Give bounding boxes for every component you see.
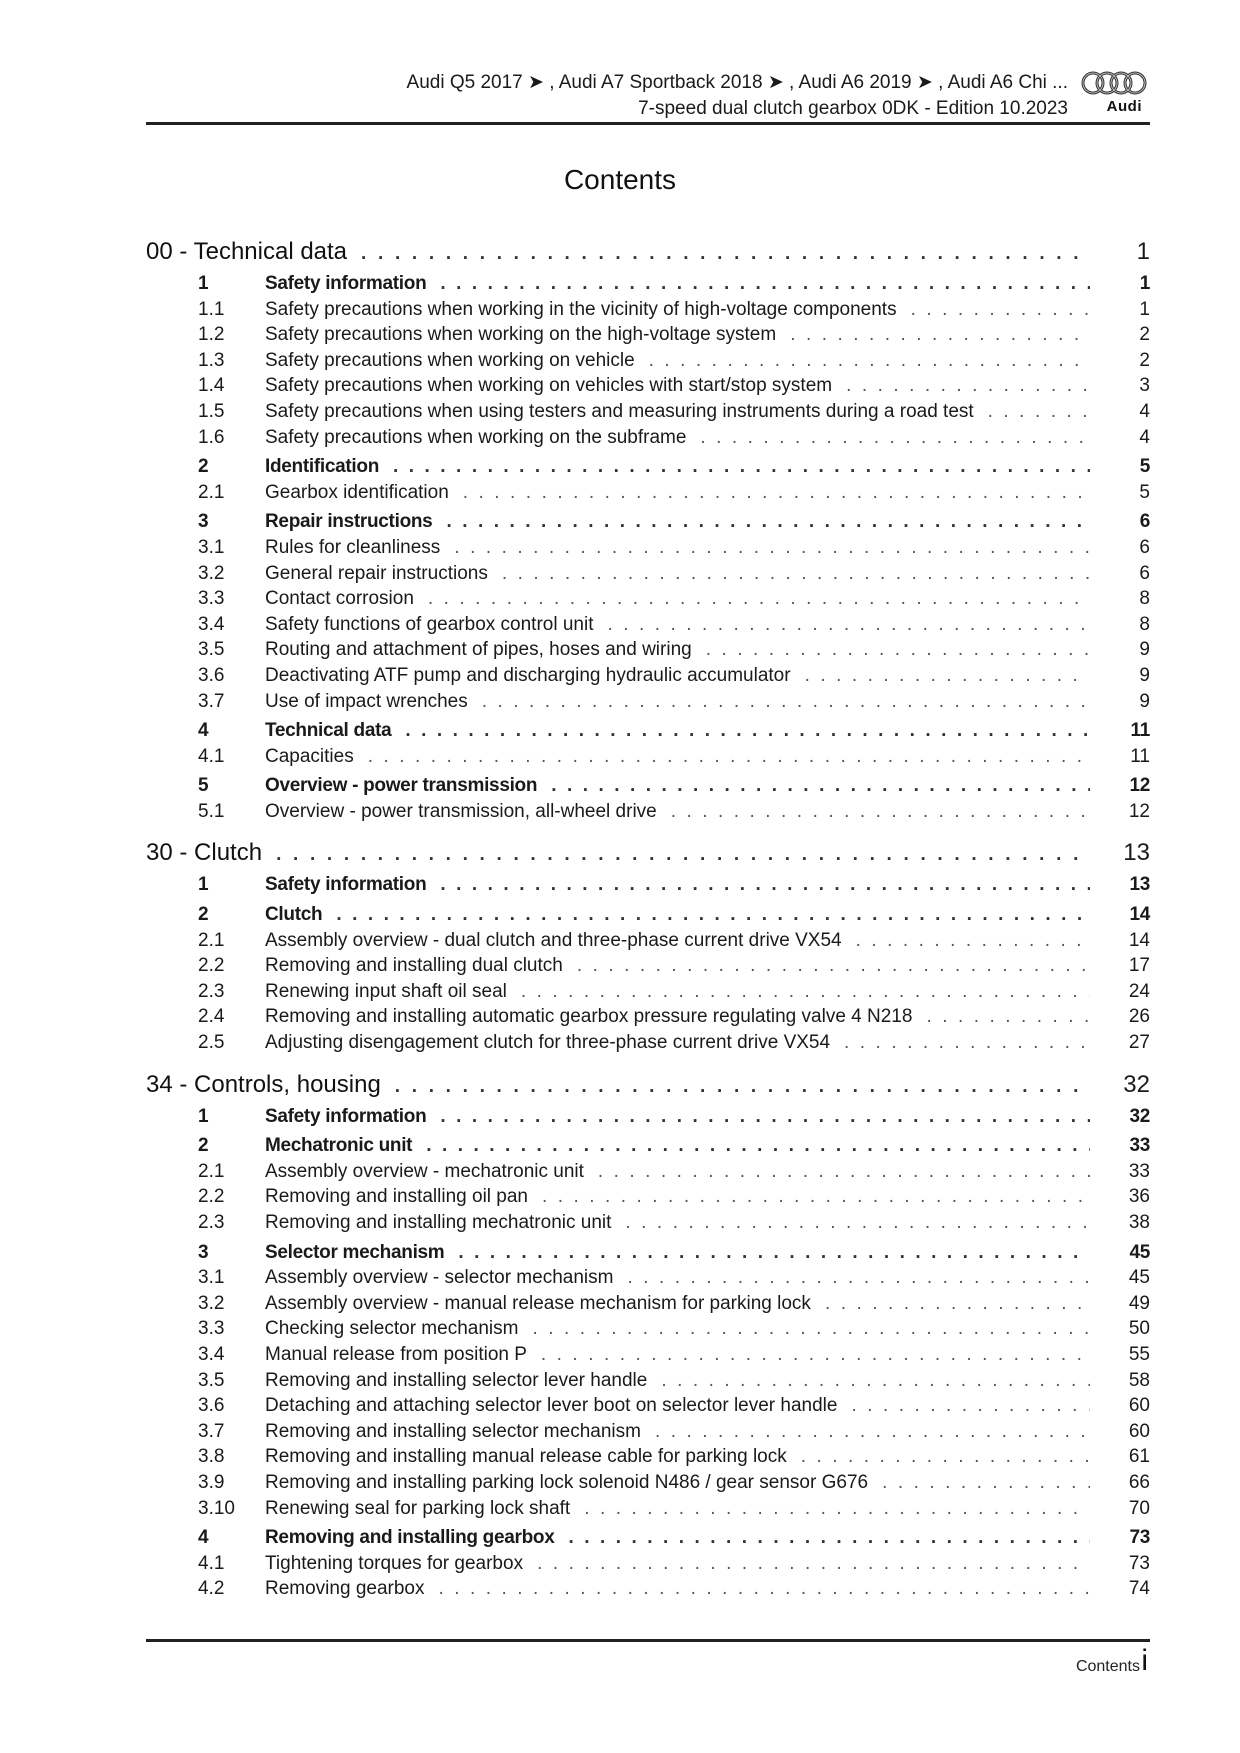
toc-subsection[interactable] — [146, 1472, 1150, 1498]
dot-leader — [882, 1472, 1090, 1494]
toc-entry-number: 3.5 — [198, 639, 225, 661]
toc-entry-page-number[interactable]: 26 — [1128, 1006, 1150, 1028]
toc-entry-title[interactable]: Safety precautions when working on the subframe — [265, 426, 687, 448]
toc-entry-title[interactable]: Checking selector mechanism — [265, 1318, 519, 1340]
toc-entry-title[interactable]: Safety precautions when working on vehicles with start/stop system — [265, 375, 833, 397]
dot-leader — [801, 1446, 1090, 1468]
toc-subsection[interactable] — [146, 1370, 1150, 1396]
header-edition-line: 7-speed dual clutch gearbox 0DK - Edition 10.2023 — [638, 98, 1068, 119]
toc-subsection[interactable] — [146, 563, 1150, 589]
toc-entry-number: 5.1 — [198, 800, 225, 822]
toc-entry-title[interactable]: Removing and installing selector mechanism — [265, 1420, 641, 1442]
toc-subsection[interactable] — [146, 1578, 1150, 1604]
toc-entry-page-number[interactable]: 49 — [1128, 1292, 1150, 1314]
toc-subsection[interactable] — [146, 1006, 1150, 1032]
toc-entry-title[interactable]: Assembly overview - dual clutch and three-phase current drive VX54 — [265, 929, 842, 951]
toc-entry-page-number[interactable]: 1 — [1139, 298, 1150, 320]
dot-leader — [551, 775, 1090, 797]
dot-leader — [426, 1135, 1090, 1157]
toc-entry-page-number[interactable]: 38 — [1128, 1212, 1150, 1233]
table-of-contents — [146, 236, 1150, 1604]
dot-leader — [541, 1344, 1090, 1366]
toc-entry-title[interactable]: Safety information — [265, 273, 427, 294]
dot-leader — [438, 1578, 1090, 1600]
toc-entry-page-number[interactable]: 74 — [1128, 1578, 1150, 1600]
dot-leader — [458, 1242, 1090, 1264]
toc-entry-title[interactable]: 34 - Controls, housing — [146, 1070, 381, 1098]
dot-leader — [361, 243, 1090, 265]
page-title: Contents — [563, 164, 677, 195]
toc-entry-title[interactable]: Deactivating ATF pump and discharging hydraulic accumulator — [265, 664, 791, 686]
toc-entry-number: 3.5 — [198, 1369, 225, 1391]
dot-leader — [502, 563, 1090, 585]
dot-leader — [568, 1527, 1090, 1549]
footer-page-number: i — [1141, 1644, 1148, 1677]
toc-subsection[interactable] — [146, 1446, 1150, 1472]
toc-entry-page-number[interactable]: 45 — [1128, 1267, 1150, 1289]
toc-entry-title[interactable]: Selector mechanism — [265, 1241, 445, 1263]
toc-entry-number: 1 — [198, 1105, 209, 1127]
toc-entry-page-number[interactable]: 6 — [1139, 536, 1150, 558]
dot-leader — [598, 1161, 1090, 1183]
toc-entry-title[interactable]: Removing gearbox — [265, 1578, 425, 1600]
toc-subsection[interactable] — [146, 746, 1150, 772]
dot-leader — [336, 904, 1090, 926]
toc-entry-number: 1.3 — [198, 349, 225, 371]
toc-entry-number: 3.3 — [198, 588, 225, 610]
dot-leader — [988, 401, 1090, 423]
toc-entry-number: 4.1 — [198, 745, 225, 767]
toc-entry-number: 1.5 — [198, 400, 225, 422]
toc-chapter[interactable] — [146, 238, 1150, 271]
toc-entry-title[interactable]: Routing and attachment of pipes, hoses and wiring — [265, 639, 692, 661]
dot-leader — [661, 1370, 1090, 1392]
toc-entry-number: 3.1 — [198, 1267, 225, 1289]
footer-rule — [146, 1639, 1150, 1642]
toc-section[interactable] — [146, 1135, 1150, 1161]
toc-entry-title[interactable]: Identification — [265, 456, 380, 478]
dot-leader — [276, 844, 1090, 866]
chapter-spacer — [146, 826, 1150, 837]
toc-entry-title[interactable]: Safety precautions when using testers and measuring instruments during a road test — [265, 400, 974, 422]
page-header — [146, 66, 1150, 124]
toc-subsection[interactable] — [146, 1186, 1150, 1212]
dot-leader — [856, 930, 1090, 952]
toc-entry-page-number[interactable]: 11 — [1130, 720, 1150, 742]
toc-entry-title[interactable]: Safety functions of gearbox control unit — [265, 613, 594, 635]
toc-entry-page-number[interactable]: 13 — [1123, 839, 1150, 867]
toc-entry-page-number[interactable]: 14 — [1129, 904, 1150, 926]
toc-subsection[interactable] — [146, 981, 1150, 1007]
dot-leader — [649, 350, 1090, 372]
dot-leader — [911, 299, 1090, 321]
toc-subsection[interactable] — [146, 955, 1150, 981]
toc-entry-title[interactable]: Safety precautions when working on vehicle — [265, 349, 635, 371]
toc-entry-title[interactable]: 30 - Clutch — [146, 839, 263, 867]
toc-entry-number: 3.6 — [198, 1395, 225, 1417]
toc-entry-title[interactable]: Safety information — [265, 1105, 427, 1127]
toc-subsection[interactable] — [146, 299, 1150, 325]
toc-entry-page-number[interactable]: 2 — [1139, 324, 1150, 346]
toc-subsection[interactable] — [146, 350, 1150, 376]
toc-entry-title[interactable]: Removing and installing manual release cable for parking lock — [265, 1446, 787, 1468]
toc-entry-page-number[interactable]: 5 — [1139, 456, 1150, 478]
toc-entry-title[interactable]: Removing and installing dual clutch — [265, 955, 563, 977]
toc-entry-title[interactable]: Removing and installing gearbox — [265, 1527, 555, 1549]
dot-leader — [671, 801, 1090, 823]
dot-leader — [395, 1076, 1090, 1098]
toc-entry-number: 2.5 — [198, 1032, 225, 1054]
toc-entry-number: 3.8 — [198, 1446, 225, 1468]
toc-entry-title[interactable]: 00 - Technical data — [146, 238, 348, 265]
toc-entry-page-number[interactable]: 73 — [1129, 1527, 1150, 1549]
toc-entry-number: 2.2 — [198, 1186, 225, 1208]
toc-entry-number: 3.2 — [198, 1292, 225, 1314]
toc-entry-page-number[interactable]: 5 — [1139, 481, 1150, 503]
toc-entry-number: 2.3 — [198, 980, 225, 1002]
toc-entry-page-number[interactable]: 12 — [1129, 775, 1150, 797]
toc-entry-page-number[interactable]: 11 — [1130, 745, 1150, 767]
dot-leader — [440, 874, 1090, 896]
toc-section[interactable] — [146, 1527, 1150, 1553]
toc-entry-page-number[interactable]: 60 — [1128, 1395, 1150, 1417]
header-text — [407, 70, 1068, 122]
audi-wordmark: Audi — [1106, 98, 1142, 115]
toc-entry-page-number[interactable]: 32 — [1129, 1105, 1150, 1127]
toc-entry-page-number[interactable]: 55 — [1128, 1343, 1150, 1365]
toc-entry-title[interactable]: Overview - power transmission — [265, 775, 538, 797]
toc-section[interactable] — [146, 874, 1150, 900]
dot-leader — [655, 1421, 1090, 1443]
toc-entry-page-number[interactable]: 6 — [1139, 562, 1150, 584]
toc-entry-page-number[interactable]: 73 — [1128, 1552, 1150, 1574]
toc-subsection[interactable] — [146, 639, 1150, 665]
toc-section[interactable] — [146, 775, 1150, 801]
toc-entry-page-number[interactable]: 50 — [1128, 1318, 1150, 1340]
toc-section[interactable] — [146, 1242, 1150, 1268]
toc-entry-title[interactable]: Removing and installing selector lever handle — [265, 1369, 648, 1391]
toc-entry-title[interactable]: Overview - power transmission, all-wheel drive — [265, 800, 657, 822]
footer-label: Contents — [1075, 1658, 1140, 1675]
dot-leader — [577, 955, 1090, 977]
toc-subsection[interactable] — [146, 1421, 1150, 1447]
toc-entry-number: 2.1 — [198, 929, 225, 951]
toc-subsection[interactable] — [146, 1498, 1150, 1524]
header-models-line: Audi Q5 2017 ➤ , Audi A7 Sportback 2018 ➤ , Audi A6 2019 ➤ , Audi A6 Chi ... — [406, 72, 1068, 93]
toc-subsection[interactable] — [146, 1318, 1150, 1344]
toc-entry-number: 3.4 — [198, 613, 225, 635]
toc-entry-page-number[interactable]: 32 — [1123, 1070, 1150, 1098]
audi-rings-icon — [1080, 70, 1150, 96]
toc-entry-title[interactable]: Assembly overview - manual release mechanism for parking lock — [265, 1292, 811, 1314]
toc-subsection[interactable] — [146, 1161, 1150, 1187]
toc-entry-page-number[interactable]: 13 — [1129, 874, 1150, 896]
toc-entry-number: 2.1 — [198, 481, 225, 503]
toc-entry-title[interactable]: Assembly overview - selector mechanism — [265, 1267, 614, 1289]
dot-leader — [393, 456, 1090, 478]
toc-chapter[interactable] — [146, 839, 1150, 872]
toc-entry-page-number[interactable]: 33 — [1129, 1135, 1150, 1157]
dot-leader — [537, 1553, 1090, 1575]
toc-entry-title[interactable]: Technical data — [265, 720, 392, 742]
toc-entry-page-number[interactable]: 33 — [1128, 1160, 1150, 1182]
toc-entry-number: 3.4 — [198, 1343, 225, 1365]
dot-leader — [405, 720, 1090, 742]
toc-entry-page-number[interactable]: 36 — [1128, 1186, 1150, 1208]
dot-leader — [463, 482, 1090, 504]
toc-subsection[interactable] — [146, 1293, 1150, 1319]
dot-leader — [428, 588, 1090, 610]
toc-entry-number: 4 — [198, 1527, 209, 1549]
toc-section[interactable] — [146, 511, 1150, 537]
toc-entry-title[interactable]: Adjusting disengagement clutch for three-phase current drive VX54 — [265, 1032, 831, 1054]
toc-entry-number: 3.1 — [198, 536, 225, 558]
toc-subsection[interactable] — [146, 375, 1150, 401]
toc-entry-title[interactable]: Safety precautions when working on the high-voltage system — [265, 324, 777, 346]
toc-subsection[interactable] — [146, 324, 1150, 350]
dot-leader — [584, 1498, 1090, 1520]
toc-entry-number: 1.4 — [198, 375, 225, 397]
toc-entry-page-number[interactable]: 9 — [1139, 664, 1150, 686]
dot-leader — [482, 691, 1090, 713]
toc-entry-page-number[interactable]: 9 — [1139, 690, 1150, 712]
toc-entry-page-number[interactable]: 1 — [1139, 273, 1150, 294]
dot-leader — [851, 1395, 1090, 1417]
toc-subsection[interactable] — [146, 1032, 1150, 1058]
toc-entry-title[interactable]: Removing and installing oil pan — [265, 1186, 528, 1208]
dot-leader — [706, 639, 1090, 661]
toc-section[interactable] — [146, 720, 1150, 746]
toc-entry-page-number[interactable]: 45 — [1129, 1241, 1150, 1263]
toc-subsection[interactable] — [146, 1344, 1150, 1370]
toc-entry-page-number[interactable]: 2 — [1139, 349, 1150, 371]
toc-entry-number: 3.9 — [198, 1471, 225, 1493]
toc-entry-number: 3 — [198, 1241, 209, 1263]
dot-leader — [521, 981, 1090, 1003]
dot-leader — [790, 324, 1090, 346]
toc-subsection[interactable] — [146, 1553, 1150, 1579]
toc-entry-page-number[interactable]: 27 — [1128, 1032, 1150, 1054]
toc-entry-number: 2 — [198, 456, 209, 478]
toc-subsection[interactable] — [146, 691, 1150, 717]
dot-leader — [926, 1006, 1090, 1028]
toc-entry-page-number[interactable]: 8 — [1139, 613, 1150, 635]
dot-leader — [825, 1293, 1090, 1315]
toc-entry-title[interactable]: Use of impact wrenches — [265, 690, 468, 712]
toc-entry-number: 3.3 — [198, 1318, 225, 1340]
dot-leader — [700, 427, 1090, 449]
toc-entry-title[interactable]: Assembly overview - mechatronic unit — [265, 1160, 584, 1182]
toc-entry-title[interactable]: Removing and installing mechatronic unit — [265, 1212, 612, 1233]
toc-entry-page-number[interactable]: 9 — [1139, 639, 1150, 661]
toc-subsection[interactable] — [146, 482, 1150, 508]
toc-entry-number: 1 — [198, 874, 209, 896]
dot-leader — [805, 665, 1090, 687]
toc-entry-page-number[interactable]: 1 — [1136, 238, 1150, 265]
toc-subsection[interactable] — [146, 1395, 1150, 1421]
toc-entry-title[interactable]: Renewing seal for parking lock shaft — [265, 1497, 571, 1519]
toc-subsection[interactable] — [146, 427, 1150, 453]
toc-entry-title[interactable]: Mechatronic unit — [265, 1135, 413, 1157]
toc-entry-page-number[interactable]: 12 — [1128, 800, 1150, 822]
toc-entry-title[interactable]: Renewing input shaft oil seal — [265, 980, 507, 1002]
toc-entry-number: 2.4 — [198, 1006, 225, 1028]
toc-entry-title[interactable]: General repair instructions — [265, 562, 488, 584]
toc-subsection[interactable] — [146, 614, 1150, 640]
toc-entry-title[interactable]: Tightening torques for gearbox — [265, 1552, 524, 1574]
toc-entry-number: 3.10 — [198, 1497, 235, 1519]
toc-entry-page-number[interactable]: 61 — [1128, 1446, 1150, 1468]
toc-entry-number: 3.2 — [198, 562, 225, 584]
toc-entry-number: 3.7 — [198, 1420, 225, 1442]
toc-subsection[interactable] — [146, 1212, 1150, 1238]
toc-entry-number: 2 — [198, 904, 209, 926]
dot-leader — [542, 1186, 1090, 1208]
toc-chapter[interactable] — [146, 1071, 1150, 1104]
toc-subsection[interactable] — [146, 665, 1150, 691]
dot-leader — [627, 1267, 1090, 1289]
toc-entry-title[interactable]: Removing and installing automatic gearbox pressure regulating valve 4 N218 — [265, 1006, 913, 1028]
toc-entry-number: 1 — [198, 273, 209, 294]
toc-entry-number: 2.1 — [198, 1160, 225, 1182]
toc-subsection[interactable] — [146, 1267, 1150, 1293]
toc-entry-number: 1.1 — [198, 298, 225, 320]
dot-leader — [454, 537, 1090, 559]
toc-entry-number: 2.3 — [198, 1212, 225, 1233]
toc-entry-page-number[interactable]: 60 — [1128, 1420, 1150, 1442]
toc-entry-page-number[interactable]: 6 — [1139, 511, 1150, 533]
toc-entry-title[interactable]: Contact corrosion — [265, 588, 414, 610]
toc-entry-page-number[interactable]: 4 — [1139, 426, 1150, 448]
toc-entry-number: 4.2 — [198, 1578, 225, 1600]
toc-subsection[interactable] — [146, 801, 1150, 827]
toc-entry-number: 2.2 — [198, 955, 225, 977]
toc-entry-number: 4 — [198, 720, 209, 742]
toc-entry-title[interactable]: Gearbox identification — [265, 481, 449, 503]
toc-entry-number: 3 — [198, 511, 209, 533]
toc-entry-title[interactable]: Detaching and attaching selector lever boot on selector lever handle — [265, 1395, 838, 1417]
chapter-spacer — [146, 1058, 1150, 1069]
toc-entry-title[interactable]: Capacities — [265, 745, 354, 767]
dot-leader — [446, 511, 1090, 533]
dot-leader — [607, 614, 1090, 636]
toc-entry-page-number[interactable]: 24 — [1128, 980, 1150, 1002]
toc-entry-page-number[interactable]: 70 — [1128, 1497, 1150, 1519]
toc-entry-number: 2 — [198, 1135, 209, 1157]
toc-section[interactable] — [146, 273, 1150, 299]
header-rule — [146, 122, 1150, 125]
toc-entry-page-number[interactable]: 3 — [1139, 375, 1150, 397]
toc-subsection[interactable] — [146, 537, 1150, 563]
toc-section[interactable] — [146, 456, 1150, 482]
toc-subsection[interactable] — [146, 401, 1150, 427]
dot-leader — [532, 1318, 1090, 1340]
toc-entry-page-number[interactable]: 8 — [1139, 588, 1150, 610]
toc-entry-page-number[interactable]: 58 — [1128, 1369, 1150, 1391]
toc-entry-page-number[interactable]: 66 — [1128, 1471, 1150, 1493]
dot-leader — [440, 273, 1090, 295]
dot-leader — [625, 1212, 1090, 1234]
toc-entry-number: 4.1 — [198, 1552, 225, 1574]
toc-section[interactable] — [146, 904, 1150, 930]
toc-entry-number: 1.2 — [198, 324, 225, 346]
toc-entry-title[interactable]: Removing and installing parking lock solenoid N486 / gear sensor G676 — [265, 1471, 869, 1493]
toc-entry-page-number[interactable]: 14 — [1128, 929, 1150, 951]
toc-entry-title[interactable]: Safety precautions when working in the vicinity of high-voltage components — [265, 298, 897, 320]
toc-subsection[interactable] — [146, 930, 1150, 956]
toc-entry-page-number[interactable]: 17 — [1128, 955, 1150, 977]
toc-entry-number: 1.6 — [198, 426, 225, 448]
dot-leader — [368, 746, 1090, 768]
dot-leader — [844, 1032, 1090, 1054]
toc-entry-title[interactable]: Rules for cleanliness — [265, 536, 441, 558]
dot-leader — [846, 375, 1090, 397]
dot-leader — [440, 1106, 1090, 1128]
audi-logo — [1080, 70, 1150, 118]
toc-entry-number: 3.7 — [198, 690, 225, 712]
toc-entry-page-number[interactable]: 4 — [1139, 400, 1150, 422]
toc-entry-title[interactable]: Safety information — [265, 874, 427, 896]
toc-section[interactable] — [146, 1106, 1150, 1132]
toc-entry-title[interactable]: Manual release from position P — [265, 1343, 527, 1365]
toc-entry-number: 3.6 — [198, 664, 225, 686]
toc-entry-number: 5 — [198, 775, 209, 797]
toc-entry-title[interactable]: Repair instructions — [265, 511, 433, 533]
toc-subsection[interactable] — [146, 588, 1150, 614]
toc-entry-title[interactable]: Clutch — [265, 904, 323, 926]
